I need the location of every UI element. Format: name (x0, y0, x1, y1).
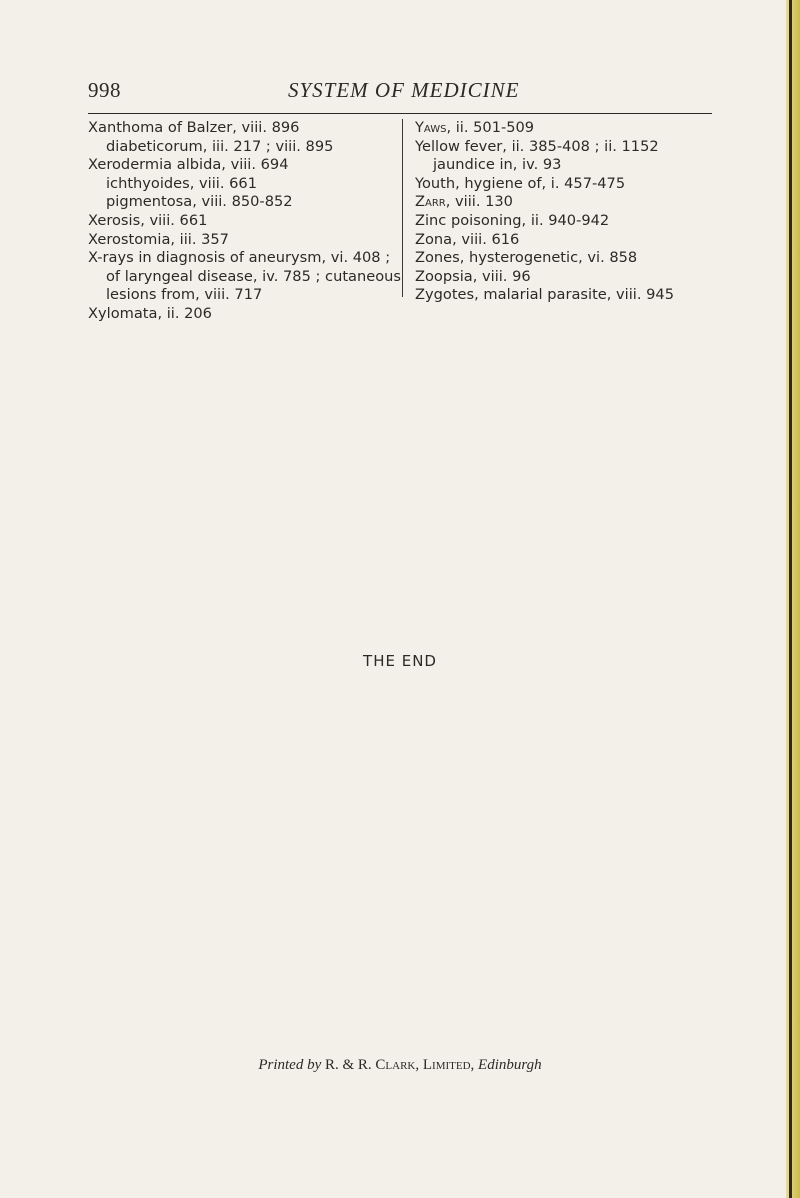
index-entry: Xanthoma of Balzer, viii. 896 (88, 119, 300, 136)
index-entry: Zarr, viii. 130 (415, 193, 513, 211)
index-column-left (88, 119, 402, 324)
index-subentry: jaundice in, iv. 93 (433, 156, 562, 174)
headword-smallcaps: Zarr (415, 193, 446, 211)
index-entry: Xerostomia, iii. 357 (88, 230, 229, 248)
index-entry: Yaws, ii. 501-509 (415, 119, 535, 136)
index-entry: X-rays in diagnosis of aneurysm, vi. 408 ; (88, 249, 391, 267)
index-continuation: lesions from, viii. 717 (106, 286, 263, 304)
index-entry: Xylomata, ii. 206 (88, 304, 212, 322)
index-subentry: ichthyoides, viii. 661 (106, 174, 257, 192)
header-rule (88, 113, 712, 114)
index-subentry: diabeticorum, iii. 217 ; viii. 895 (106, 137, 334, 155)
index-entry: Zoopsia, viii. 96 (415, 267, 531, 285)
printer-imprint (0, 1057, 800, 1074)
index-column-right (415, 119, 715, 305)
index-subentry: pigmentosa, viii. 850-852 (106, 193, 293, 211)
headword-smallcaps: Yaws (415, 119, 447, 136)
page-edge-shadow (789, 0, 792, 1198)
page-number: 998 (88, 78, 121, 102)
index-entry: Zona, viii. 616 (415, 230, 520, 248)
column-divider (402, 119, 403, 297)
imprint-printer: R. & R. Clark, Limited, (325, 1057, 475, 1073)
index-entry: Zinc poisoning, ii. 940-942 (415, 211, 610, 229)
imprint-printed-by: Printed by (258, 1057, 322, 1073)
imprint-place: Edinburgh (478, 1057, 542, 1073)
index-continuation: of laryngeal disease, iv. 785 ; cutaneous (106, 267, 402, 285)
index-entry: Zygotes, malarial parasite, viii. 945 (415, 286, 674, 304)
index-entry: Zones, hysterogenetic, vi. 858 (415, 249, 638, 267)
running-head: SYSTEM OF MEDICINE (288, 78, 520, 102)
page-header (88, 78, 708, 106)
index-entry: Youth, hygiene of, i. 457-475 (415, 174, 626, 192)
index-entry: Xerodermia albida, viii. 694 (88, 156, 289, 174)
index-entry: Xerosis, viii. 661 (88, 211, 208, 229)
the-end-label: THE END (363, 652, 437, 670)
index-entry: Yellow fever, ii. 385-408 ; ii. 1152 (415, 137, 659, 155)
